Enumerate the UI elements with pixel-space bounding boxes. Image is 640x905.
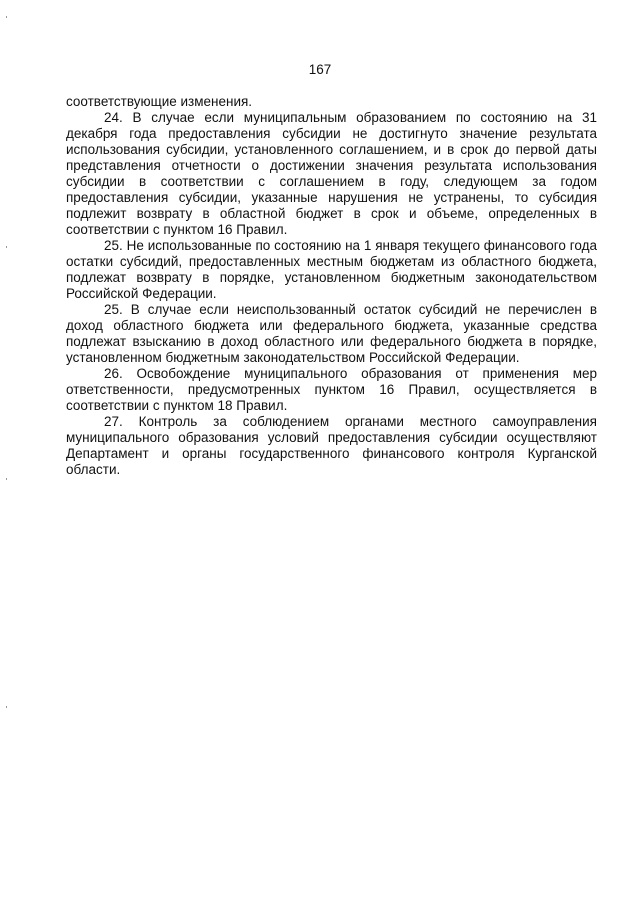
paragraph-27: 27. Контроль за соблюдением органами местного самоуправления муниципального образования условий предоставления субсидии осуществляют Департамент и органы государственного финансового контроля Курганской области. (66, 414, 597, 477)
paragraph-26: 26. Освобождение муниципального образования от применения мер ответственности, предусмотренных пунктом 16 Правил, осуществляется в соответствии с пунктом 18 Правил. (66, 366, 597, 413)
document-body (66, 94, 597, 478)
paragraph-continuation: соответствующие изменения. (66, 94, 253, 109)
scan-margin-mark (6, 706, 7, 708)
scan-margin-mark (6, 246, 7, 248)
paragraph-25: 25. Не использованные по состоянию на 1 января текущего финансового года остатки субсидий, предоставленных местным бюджетам из областного бюджета, подлежат возврату в порядке, установленном бюджетным законодательством Российской Федерации. (66, 238, 597, 301)
paragraph-24: 24. В случае если муниципальным образованием по состоянию на 31 декабря года предоставления субсидии не достигнуто значение результата использования субсидии, установленного соглашением, и в срок до первой даты представления отчетности о достижении значения результата использования субсидии в соответствии с соглашением в году, следующем за годом предоставления субсидии, указанные нарушения не устранены, то субсидия подлежит возврату в областной бюджет в срок и объеме, определенных в соответствии с пунктом 16 Правил. (66, 110, 597, 237)
scan-margin-mark (6, 478, 7, 480)
paragraph-25-second: 25. В случае если неиспользованный остаток субсидий не перечислен в доход областного бюджета или федерального бюджета, указанные средства подлежат взысканию в доход областного или федерального бюджета в порядке, установленном бюджетным законодательством Российской Федерации. (66, 302, 597, 365)
page-number: 167 (308, 62, 332, 77)
scan-margin-mark (6, 16, 7, 18)
